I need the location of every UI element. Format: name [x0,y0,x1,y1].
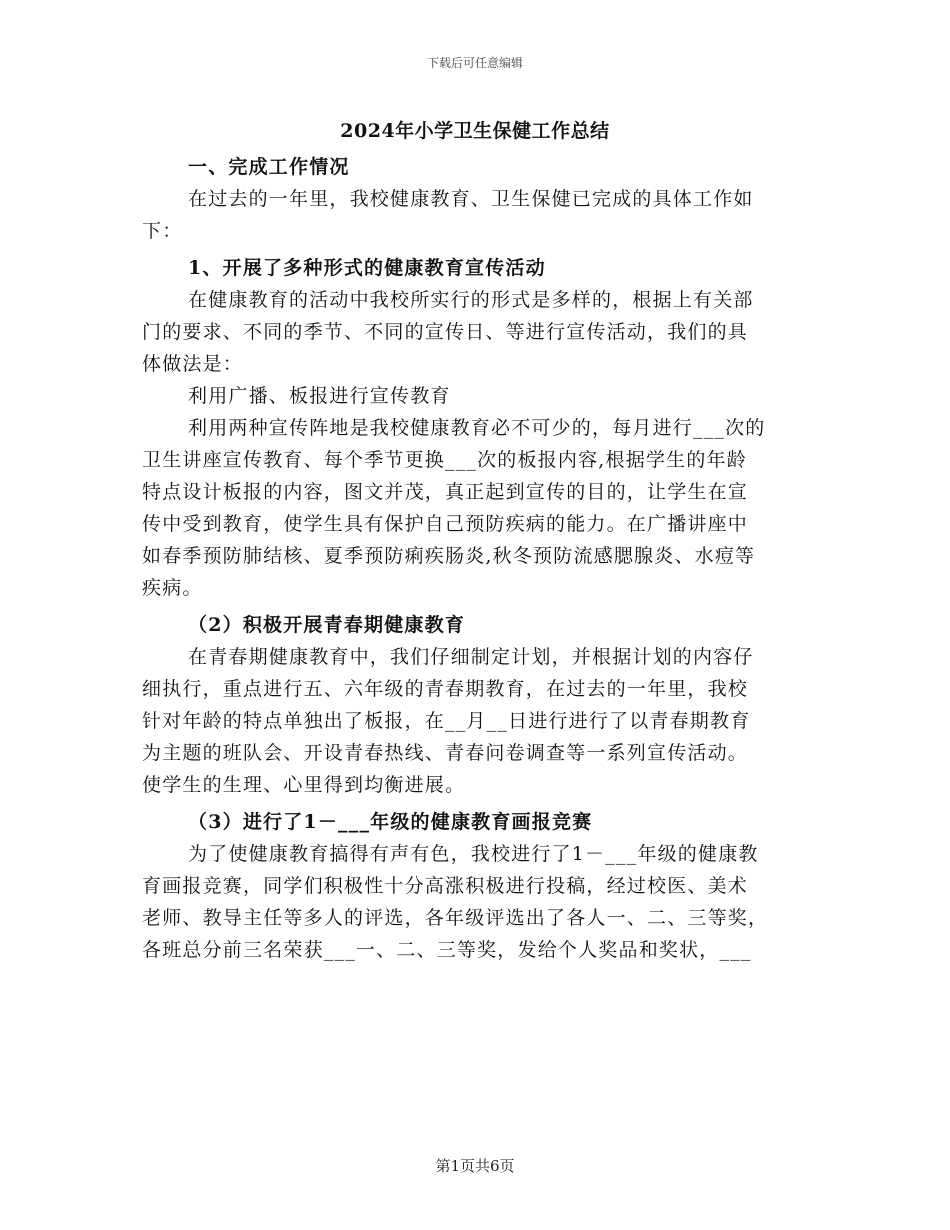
paragraph-line: 利用两种宣传阵地是我校健康教育必不可少的，每月进行___次的 [188,417,766,439]
paragraph-line: 针对年龄的特点单独出了板报，在__月__日进行进行了以青春期教育 [142,710,751,732]
document-title: 2024年小学卫生保健工作总结 [340,120,610,142]
section-heading: （3）进行了1－___年级的健康教育画报竞赛 [188,811,593,833]
section-heading: （2）积极开展青春期健康教育 [188,614,466,636]
paragraph-line: 各班总分前三名荣获___一、二、三等奖，发给个人奖品和奖状，___ [142,939,752,961]
paragraph-line: 如春季预防肺结核、夏季预防痢疾肠炎,秋冬预防流感腮腺炎、水痘等 [142,545,756,567]
document-body [142,146,812,966]
section-heading: 一、完成工作情况 [188,156,350,178]
paragraph-line: 在过去的一年里，我校健康教育、卫生保健已完成的具体工作如 [188,188,754,210]
paragraph-line: 为了使健康教育搞得有声有色，我校进行了1－___年级的健康教 [188,843,759,865]
paragraph-line: 下： [142,220,183,242]
paragraph-line: 门的要求、不同的季节、不同的宣传日、等进行宣传活动，我们的具 [142,321,749,343]
section-heading: 1、开展了多种形式的健康教育宣传活动 [188,257,546,279]
paragraph-line: 卫生讲座宣传教育、每个季节更换___次的板报内容,根据学生的年龄 [142,449,747,471]
page-footer: 第1页共6页 [435,1157,515,1175]
header-note: 下载后可任意编辑 [426,56,523,70]
paragraph-line: 体做法是： [142,353,244,375]
paragraph-line: 疾病。 [142,577,203,599]
paragraph-line: 特点设计板报的内容，图文并茂，真正起到宣传的目的，让学生在宣 [142,481,749,503]
paragraph-line: 在健康教育的活动中我校所实行的形式是多样的，根据上有关部 [188,289,754,311]
paragraph-line: 老师、教导主任等多人的评选，各年级评选出了各人一、二、三等奖， [142,907,769,929]
paragraph-line: 利用广播、板报进行宣传教育 [188,385,451,407]
paragraph-line: 传中受到教育，使学生具有保护自己预防疾病的能力。在广播讲座中 [142,513,749,535]
paragraph-line: 使学生的生理、心里得到均衡进展。 [142,774,466,796]
paragraph-line: 育画报竞赛，同学们积极性十分高涨积极进行投稿，经过校医、美术 [142,875,749,897]
paragraph-line: 细执行，重点进行五、六年级的青春期教育，在过去的一年里，我校 [142,678,749,700]
paragraph-line: 为主题的班队会、开设青春热线、青春问卷调查等一系列宣传活动。 [142,742,749,764]
paragraph-line: 在青春期健康教育中，我们仔细制定计划，并根据计划的内容仔 [188,646,754,668]
